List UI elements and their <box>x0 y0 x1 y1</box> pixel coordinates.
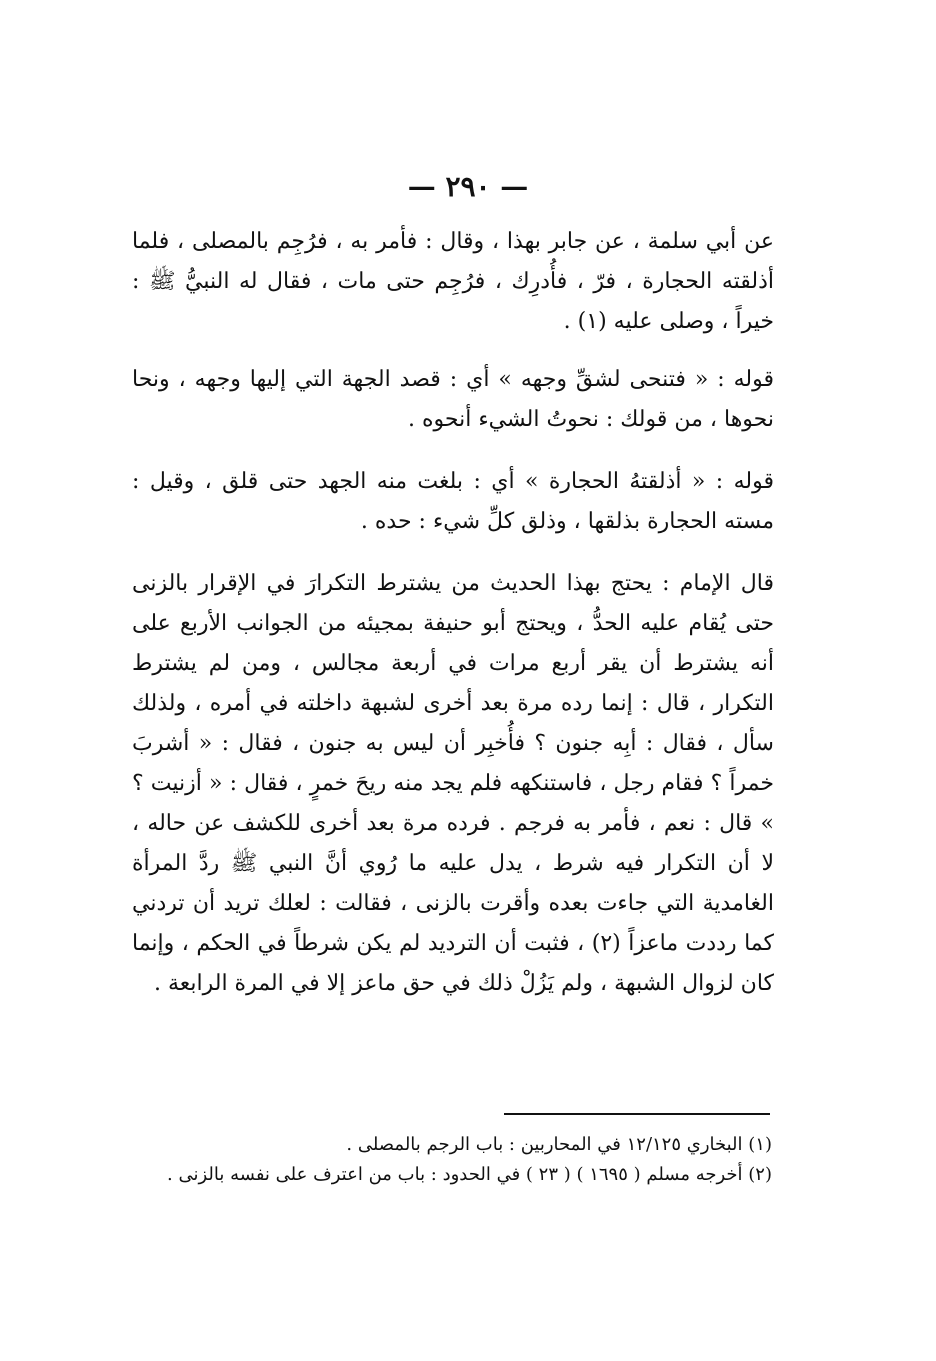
footnote-1: (١) البخاري ١٢/١٢٥ في المحاربين : باب الرجم بالمصلى . <box>346 1134 772 1155</box>
footnote-2: (٢) أخرجه مسلم ( ١٦٩٥ ) ( ٢٣ ) في الحدود : باب من اعترف على نفسه بالزنى . <box>167 1164 772 1185</box>
footnote-divider <box>504 1113 770 1115</box>
paragraph-hadith: عن أبي سلمة ، عن جابر بهذا ، وقال : فأمر به ، فرُجِم بالمصلى ، فلما أذلقته الحجارة ، فرّ ، فأُدرِك ، فرُجِم حتى مات ، فقال له النبيُّ ﷺ : خيراً ، وصلى عليه (١) . <box>132 229 774 334</box>
footnotes <box>132 1130 772 1190</box>
paragraph-commentary-1: قوله : « فتنحى لشقِّ وجهه » أي : قصد الجهة التي إليها وجهه ، ونحا نحوها ، من قولك : نحوتُ الشيء أنحوه . <box>132 367 774 432</box>
paragraph-imam-discussion: قال الإمام : يحتج بهذا الحديث من يشترط التكرارَ في الإقرار بالزنى حتى يُقام عليه الحدُّ ، ويحتج أبو حنيفة بمجيئه من الجوانب الأربع على أنه يشترط أن يقر أربع مرات في أربعة مجالس ، ومن لم يشترط التكرار ، قال : إنما رده مرة بعد أخرى لشبهة داخلته في أمره ، ولذلك سأل ، فقال : أبِه جنون ؟ فأُخبِر أن ليس به جنون ، فقال : « أشربَ خمراً ؟ فقام رجل ، فاستنكهه فلم يجد منه ريحَ خمرٍ ، فقال : « أزنيت ؟ » قال : نعم ، فأمر به فرجم . فرده مرة بعد أخرى للكشف عن حاله ، لا أن التكرار فيه شرط ، يدل عليه ما رُوي أنَّ النبي ﷺ ردَّ المرأة الغامدية التي جاءت بعده وأقرت بالزنى ، فقالت : لعلك تريد أن تردني كما رددت ماعزاً (٢) ، فثبت أن الترديد لم يكن شرطاً في الحكم ، وإنما كان لزوال الشبهة ، ولم يَزُلْ ذلك في حق ماعز إلا في المرة الرابعة . <box>132 571 774 996</box>
paragraph-commentary-2: قوله : « أذلقتهُ الحجارة » أي : بلغت منه الجهد حتى قلق ، وقيل : مسته الحجارة بذلقها ، وذلق كلِّ شيء : حده . <box>132 469 774 534</box>
page-number: — ٢٩٠ — <box>407 170 529 203</box>
body-text <box>132 222 774 1026</box>
